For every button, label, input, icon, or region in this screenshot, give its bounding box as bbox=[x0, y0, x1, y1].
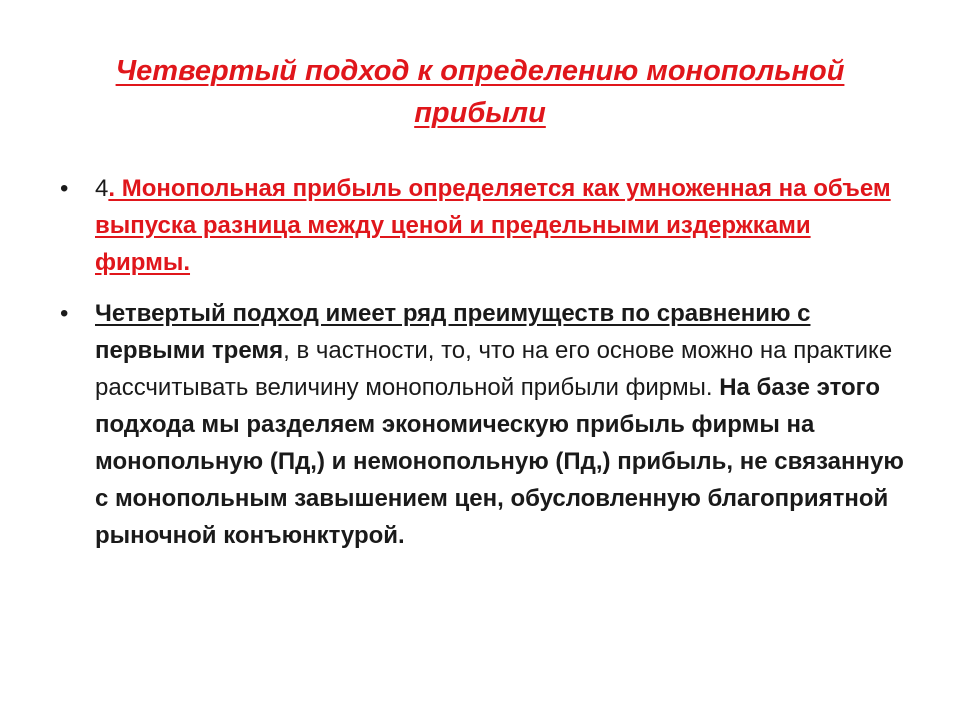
bullet-item-1 bbox=[60, 170, 910, 281]
advantages-heading-text: Четвертый подход имеет ряд преимуществ по сравнению с bbox=[95, 300, 811, 327]
definition-text: . Монопольная прибыль определяется как умноженная на объем выпуска разница между ценой и предельными издержками фирмы. bbox=[95, 175, 891, 276]
first-three-text: первыми тремя bbox=[95, 337, 284, 364]
slide-title: Четвертый подход к определению монопольной прибыли bbox=[115, 55, 845, 129]
conclusion-text: На базе этого подхода мы разделяем экономическую прибыль фирмы на монопольную (Пд,) и немонопольную (Пд,) прибыль, не связанную с монопольным завышением цен, обусловленную благоприятной рыночной конъюнктурой. bbox=[95, 374, 904, 549]
bullet-item-2 bbox=[60, 295, 910, 554]
bullet-number: 4 bbox=[95, 175, 109, 202]
bullet-marker: • bbox=[60, 300, 69, 327]
explanation-text: , в частности, то, что на его основе можно на практике рассчитывать величину монопольной прибыли фирмы. bbox=[95, 337, 893, 401]
bullet-list bbox=[60, 170, 910, 554]
bullet-marker: • bbox=[60, 175, 69, 202]
